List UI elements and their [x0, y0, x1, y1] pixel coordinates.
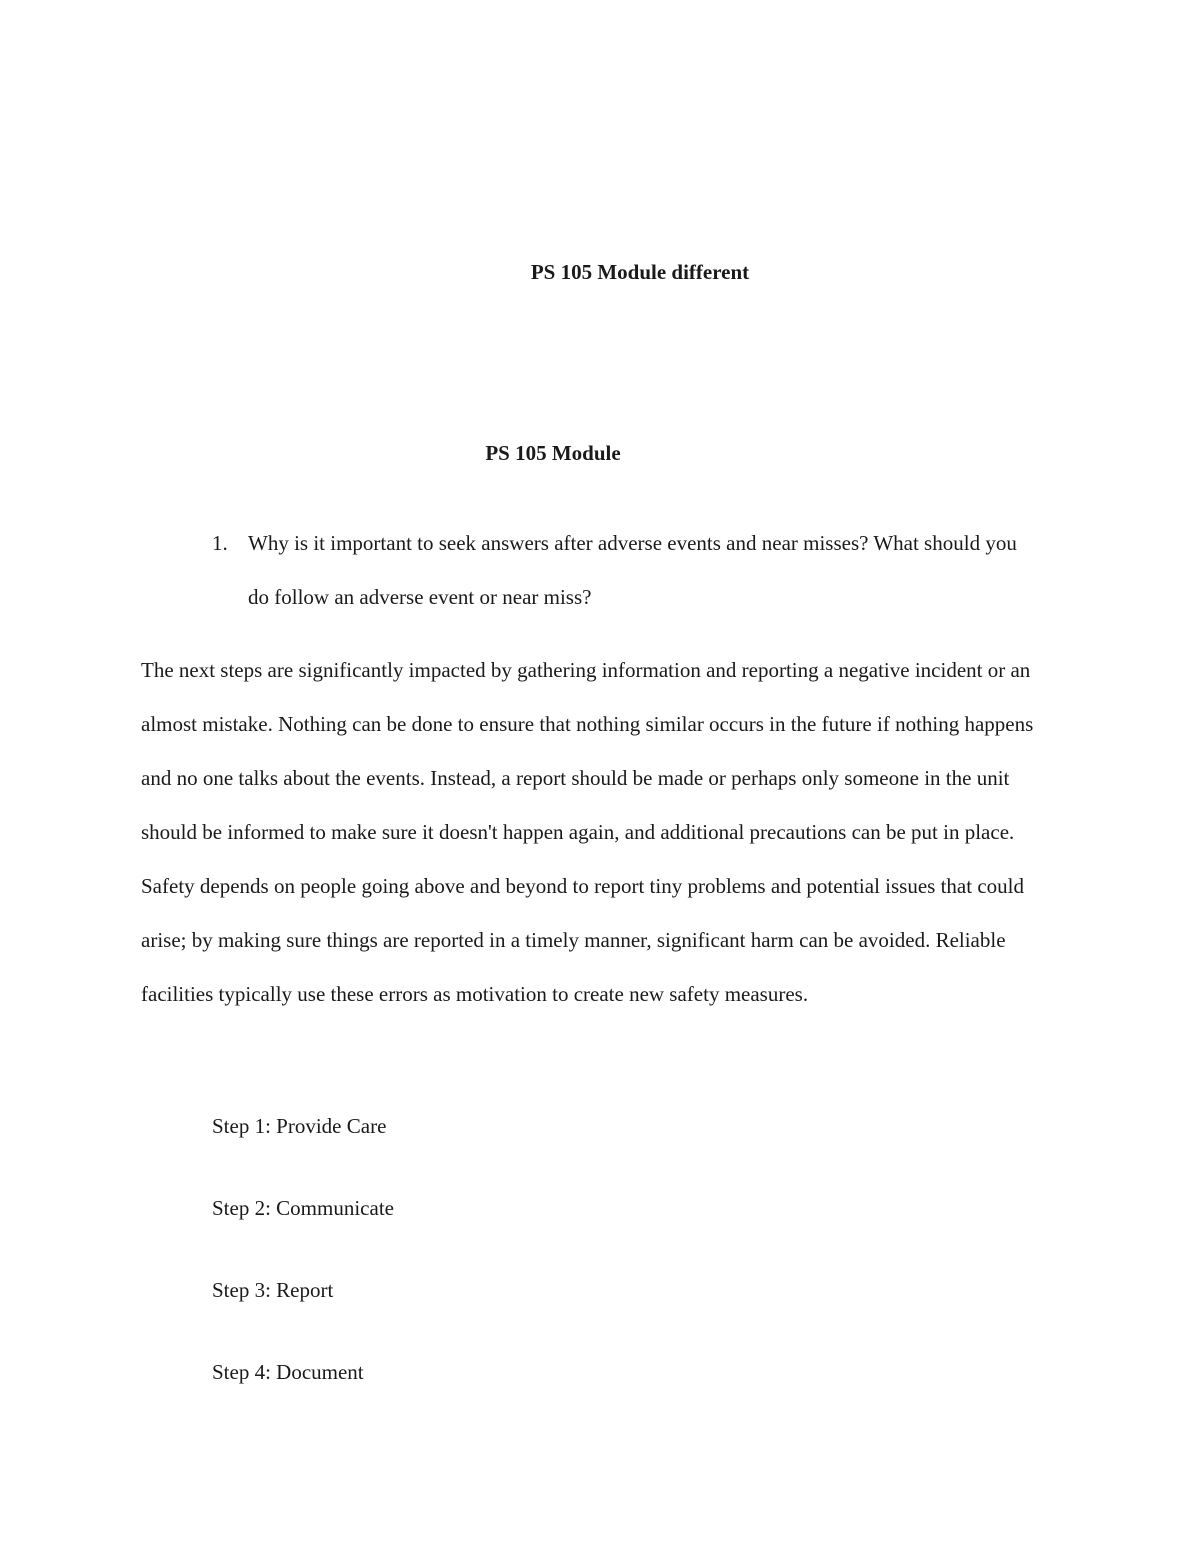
question-item: [212, 516, 1032, 624]
section-title: PS 105 Module: [485, 441, 621, 465]
step-item-4: Step 4: Document: [212, 1360, 364, 1384]
step-item-3: Step 3: Report: [212, 1278, 334, 1302]
question-number: 1.: [212, 531, 228, 555]
step-item-1: Step 1: Provide Care: [212, 1114, 387, 1138]
step-item-2: Step 2: Communicate: [212, 1196, 394, 1220]
document-title: PS 105 Module different: [530, 260, 750, 284]
answer-paragraph: The next steps are significantly impacted by gathering information and reporting a negative incident or an almost mistake. Nothing can be done to ensure that nothing similar occurs in the future if nothing happens and no one talks about the events. Instead, a report should be made or perhaps only someone in the unit should be informed to make sure it doesn't happen again, and additional precautions can be put in place. Safety depends on people going above and beyond to report tiny problems and potential issues that could arise; by making sure things are reported in a timely manner, significant harm can be avoided. Reliable facilities typically use these errors as motivation to create new safety measures.: [141, 658, 1034, 1006]
question-text: Why is it important to seek answers after adverse events and near misses? What should you do follow an adverse event or near miss?: [248, 531, 1017, 609]
steps-list: [212, 1112, 812, 1440]
